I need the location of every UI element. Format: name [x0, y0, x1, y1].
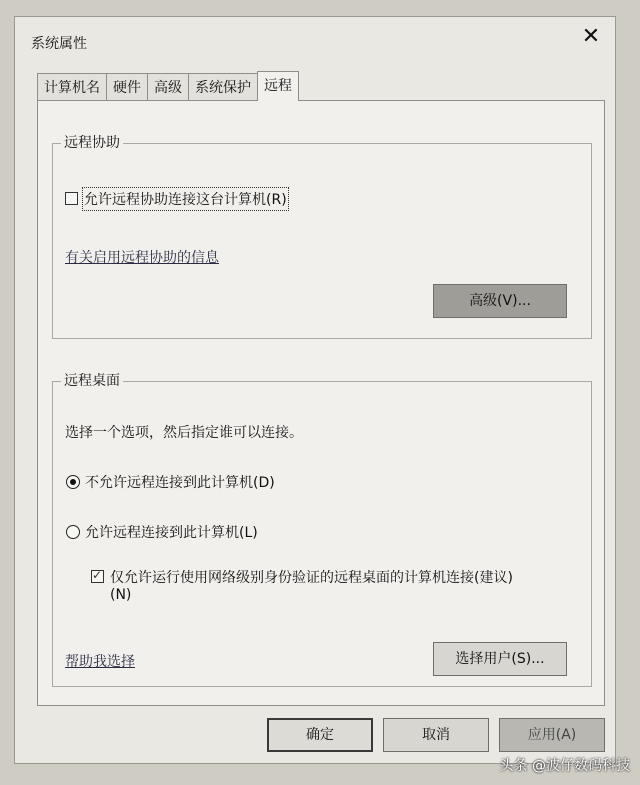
remote-assistance-info-link[interactable]: 有关启用远程协助的信息 [65, 250, 219, 266]
help-me-choose-link[interactable]: 帮助我选择 [65, 654, 135, 670]
cancel-button[interactable]: 取消 [383, 718, 489, 752]
deny-remote-label[interactable]: 不允许远程连接到此计算机(D) [85, 475, 275, 491]
tab-system-protection[interactable]: 系统保护 [188, 73, 258, 101]
allow-remote-assistance-label[interactable]: 允许远程协助连接这台计算机(R) [84, 189, 287, 209]
system-properties-dialog [14, 16, 616, 764]
window-title: 系统属性 [31, 36, 87, 52]
remote-desktop-group [52, 373, 592, 687]
deny-remote-radio[interactable] [66, 475, 80, 489]
advanced-button[interactable]: 高级(V)... [433, 284, 567, 318]
tab-remote[interactable]: 远程 [257, 71, 299, 101]
remote-assistance-title: 远程协助 [61, 134, 123, 152]
tab-hardware[interactable]: 硬件 [106, 73, 148, 101]
tab-advanced[interactable]: 高级 [147, 73, 189, 101]
nla-only-checkbox[interactable] [91, 570, 104, 583]
close-icon[interactable]: ✕ [581, 24, 601, 49]
nla-only-accelerator[interactable]: (N) [110, 587, 132, 603]
remote-tab-panel [37, 100, 605, 706]
source-watermark: 头条 @波仔数码科技 [499, 758, 630, 774]
remote-assistance-group [52, 135, 592, 339]
ok-button[interactable]: 确定 [267, 718, 373, 752]
tab-strip [37, 71, 298, 101]
select-users-button[interactable]: 选择用户(S)... [433, 642, 567, 676]
tab-computer-name[interactable]: 计算机名 [37, 73, 107, 101]
allow-remote-radio[interactable] [66, 525, 80, 539]
nla-only-label[interactable]: 仅允许运行使用网络级别身份验证的远程桌面的计算机连接(建议) [110, 570, 513, 586]
allow-remote-label[interactable]: 允许远程连接到此计算机(L) [85, 525, 258, 541]
apply-button[interactable]: 应用(A) [499, 718, 605, 752]
remote-desktop-title: 远程桌面 [61, 372, 123, 390]
allow-remote-assistance-checkbox[interactable] [65, 192, 78, 205]
remote-desktop-instruction: 选择一个选项，然后指定谁可以连接。 [65, 425, 303, 441]
